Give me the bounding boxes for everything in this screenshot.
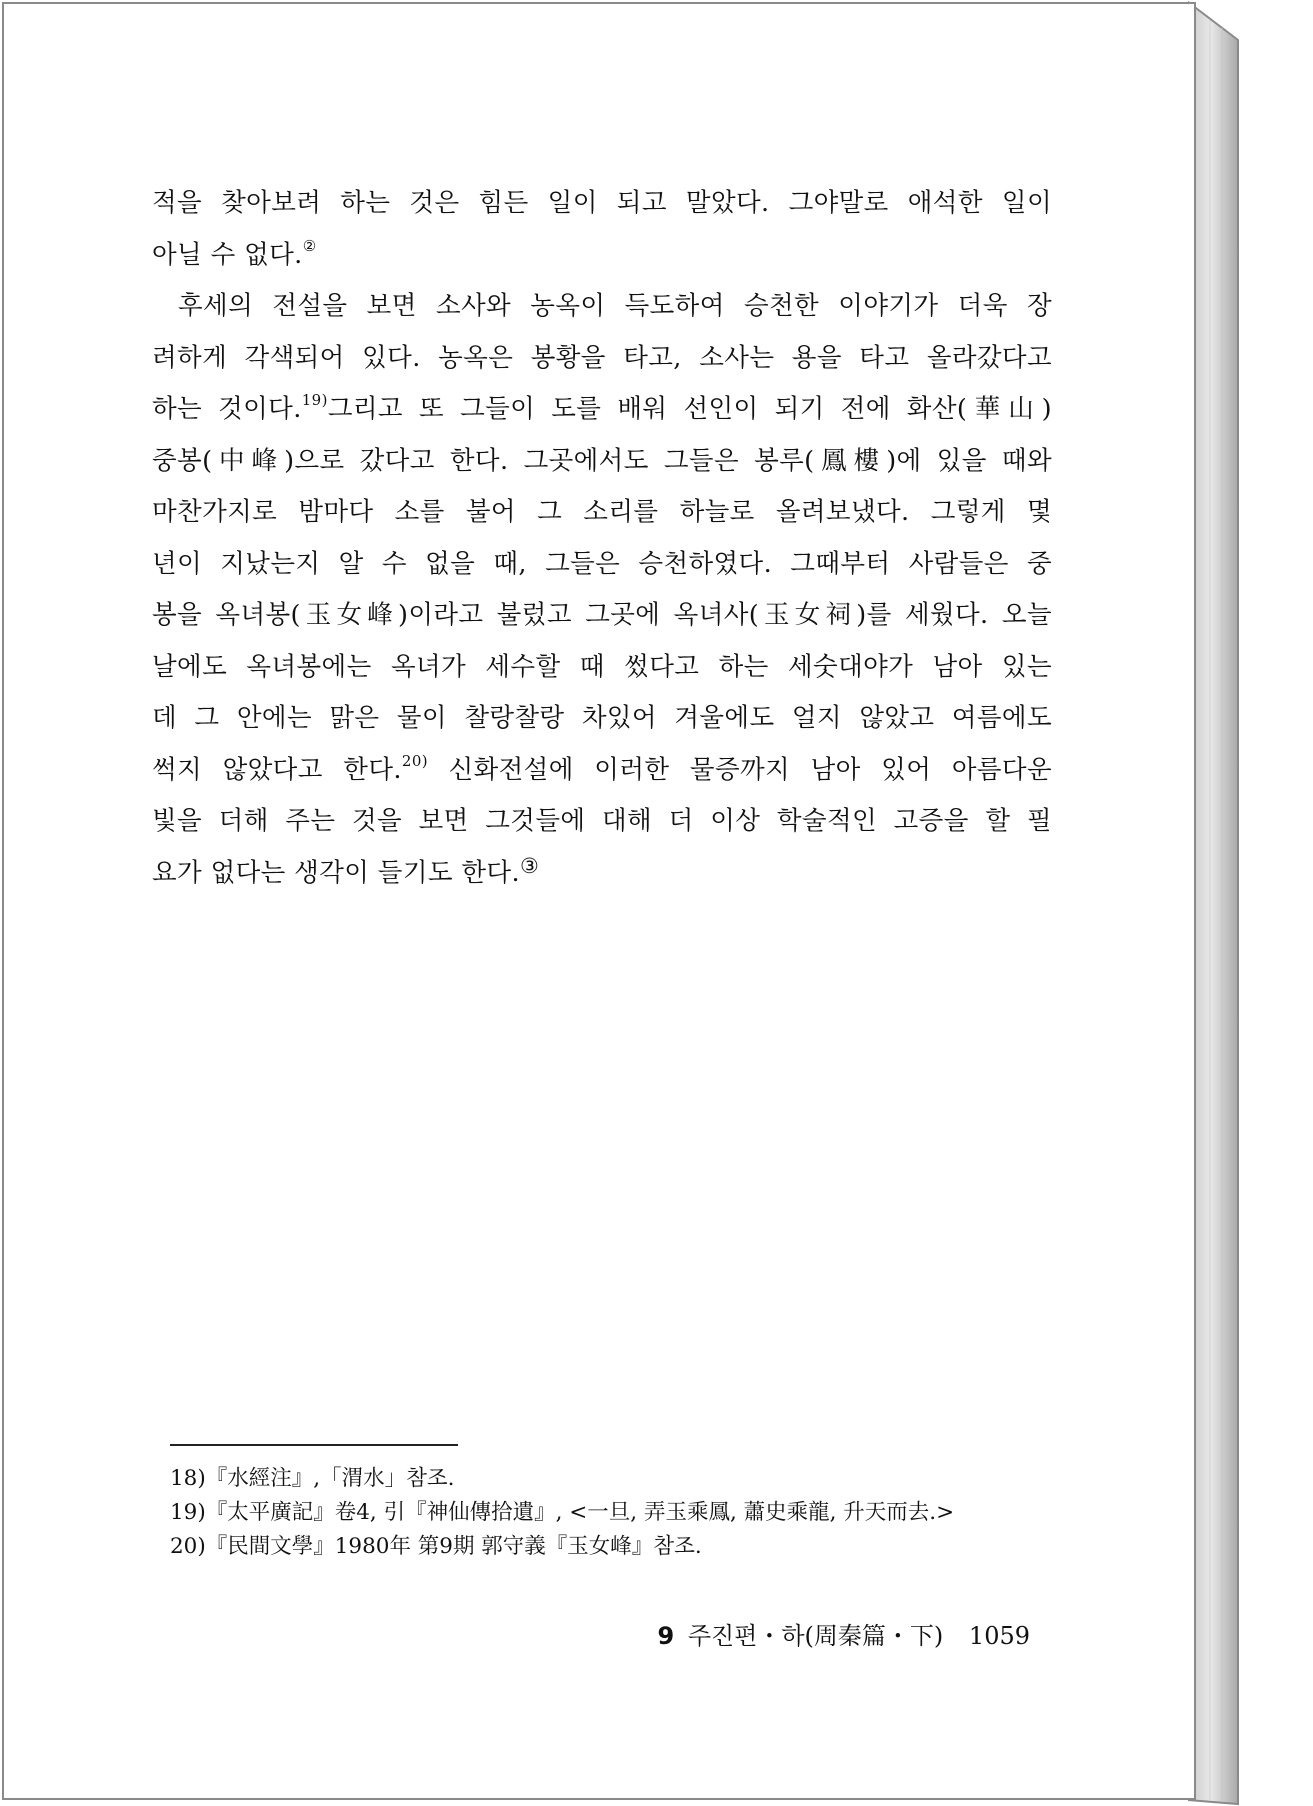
endnote-marker: ② xyxy=(302,236,317,255)
text-line xyxy=(152,796,1052,848)
footnotes xyxy=(170,1462,1070,1564)
line-text: 마찬가지로 밤마다 소를 불어 그 소리를 하늘로 올려보냈다. 그렇게 몇 xyxy=(152,497,1052,527)
line-text: 후세의 전설을 보면 소사와 농옥이 득도하여 승천한 이야기가 더욱 장 xyxy=(178,291,1052,321)
footnote-marker: 20) xyxy=(401,751,429,770)
body-text xyxy=(152,178,1052,899)
text-line xyxy=(152,281,1052,333)
text-line xyxy=(152,745,1052,797)
text-line xyxy=(152,590,1052,642)
text-line xyxy=(152,230,1052,282)
line-text: 썩지 않았다고 한다. xyxy=(152,754,402,785)
line-text: 봉을 옥녀봉(玉女峰)이라고 불렀고 그곳에 옥녀사(玉女祠)를 세웠다. 오늘 xyxy=(152,600,1052,630)
page-number: 1059 xyxy=(968,1622,1030,1650)
chapter-title: 주진편・하(周秦篇・下) xyxy=(687,1622,944,1650)
text-line xyxy=(152,539,1052,591)
footnote-rule xyxy=(170,1444,458,1446)
line-text: 적을 찾아보려 하는 것은 힘든 일이 되고 말았다. 그야말로 애석한 일이 xyxy=(152,188,1052,218)
line-text: 데 그 안에는 맑은 물이 찰랑찰랑 차있어 겨울에도 얼지 않았고 여름에도 xyxy=(152,703,1052,733)
line-text: 그리고 또 그들이 도를 배워 선인이 되기 전에 화산(華山) xyxy=(327,394,1052,424)
page-edge-shading xyxy=(1188,0,1313,1806)
text-line xyxy=(152,178,1052,230)
footnote-20: 20)『民間文學』1980年 第9期 郭守義『玉女峰』참조. xyxy=(170,1534,702,1559)
line-text: 신화전설에 이러한 물증까지 남아 있어 아름다운 xyxy=(428,754,1052,785)
line-text: 중봉(中峰)으로 갔다고 한다. 그곳에서도 그들은 봉루(鳳樓)에 있을 때와 xyxy=(152,445,1052,476)
line-text: 날에도 옥녀봉에는 옥녀가 세수할 때 썼다고 하는 세숫대야가 남아 있는 xyxy=(152,651,1052,682)
text-line xyxy=(152,642,1052,694)
line-text: 하는 것이다. xyxy=(152,394,302,424)
line-text: 려하게 각색되어 있다. 농옥은 봉황을 타고, 소사는 용을 타고 올라갔다고 xyxy=(152,342,1052,373)
footnote-19: 19)『太平廣記』卷4, 引『神仙傳拾遺』, <一旦, 弄玉乘鳳, 蕭史乘龍, 升天而去.> xyxy=(170,1500,955,1525)
text-line xyxy=(152,384,1052,436)
line-text: 빛을 더해 주는 것을 보면 그것들에 대해 더 이상 학술적인 고증을 할 필 xyxy=(152,806,1052,836)
footnote-18: 18)『水經注』,「渭水」참조. xyxy=(170,1466,455,1491)
text-line xyxy=(152,487,1052,539)
endnote-marker: ③ xyxy=(519,853,540,878)
line-text: 년이 지났는지 알 수 없을 때, 그들은 승천하였다. 그때부터 사람들은 중 xyxy=(152,548,1052,579)
text-line xyxy=(152,848,1052,900)
footnote-marker: 19) xyxy=(301,391,328,409)
text-line xyxy=(152,693,1052,745)
line-text: 아닐 수 없다. xyxy=(152,239,303,270)
running-footer xyxy=(657,1616,1030,1651)
text-line xyxy=(152,333,1052,385)
chapter-number: 9 xyxy=(657,1622,675,1650)
line-text: 요가 없다는 생각이 들기도 한다. xyxy=(152,857,520,888)
text-line xyxy=(152,436,1052,488)
